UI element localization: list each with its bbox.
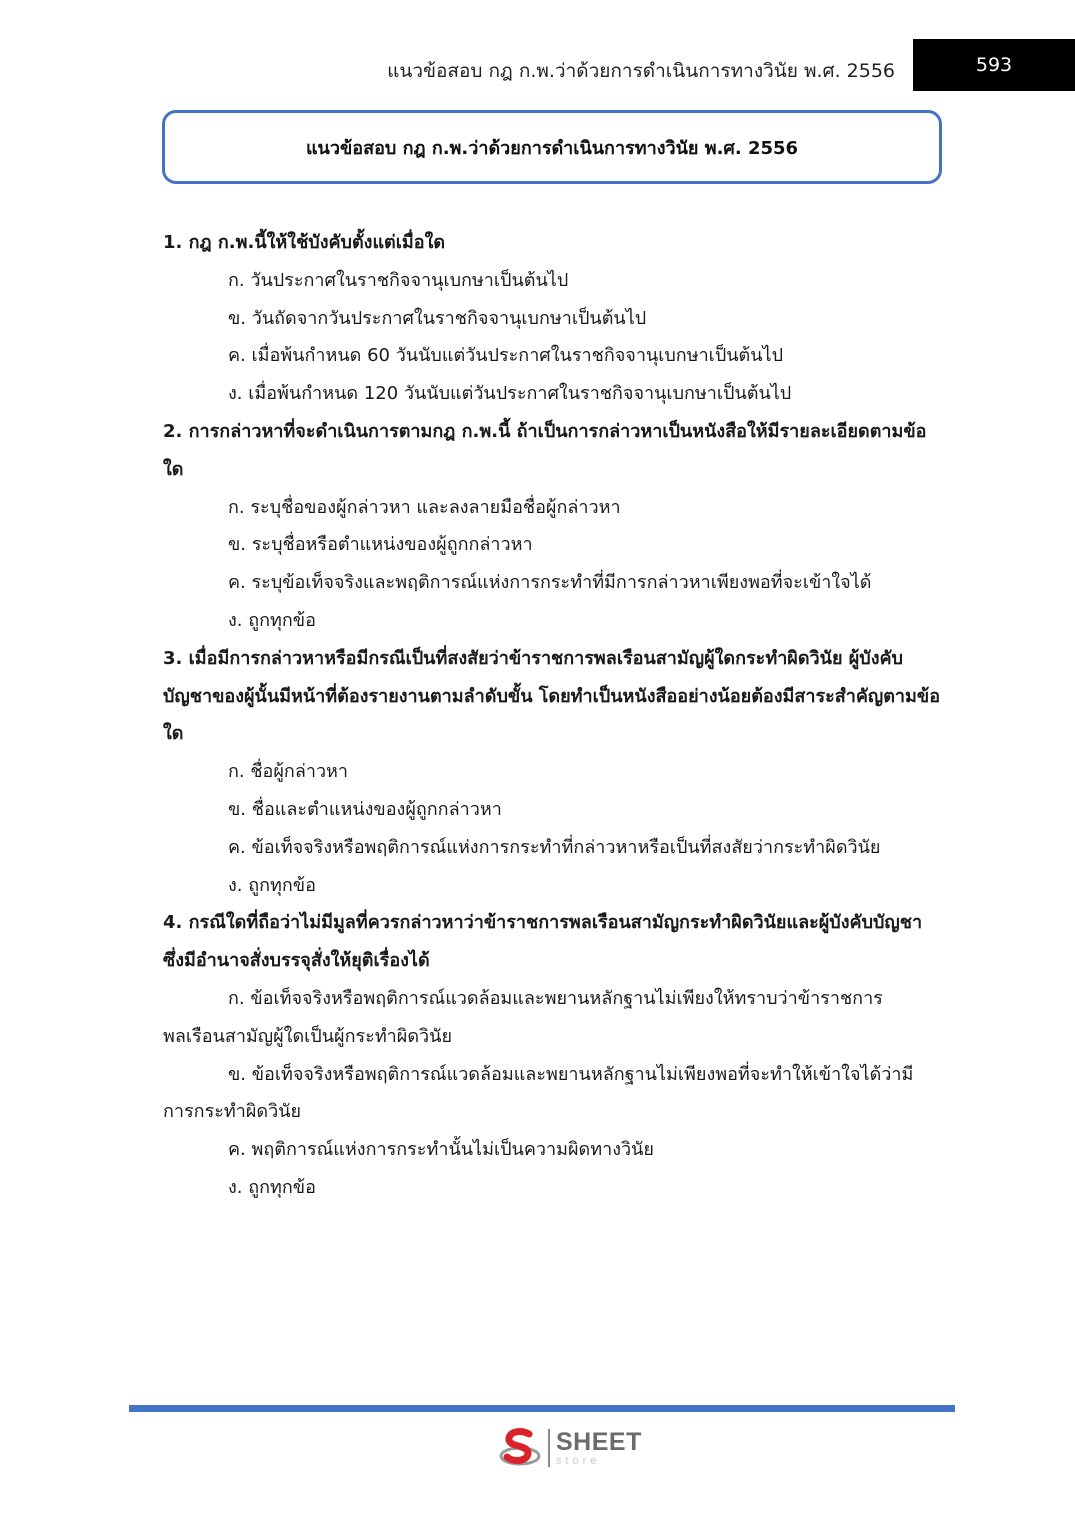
question-3	[163, 640, 943, 753]
option-1-d: ง. เมื่อพ้นกำหนด 120 วันนับแต่วันประกาศในราชกิจจานุเบกษาเป็นต้นไป	[228, 383, 792, 405]
question-4	[163, 904, 943, 980]
option-4-b: ข. ข้อเท็จจริงหรือพฤติการณ์แวดล้อมและพยานหลักฐานไม่เพียงพอที่จะทำให้เข้าใจได้ว่ามีการกระทำผิดวินัย	[163, 1063, 914, 1123]
question-list	[163, 224, 943, 1207]
question-text: 1. กฎ ก.พ.นี้ให้ใช้บังคับตั้งแต่เมื่อใด	[163, 232, 446, 253]
title-box	[162, 110, 942, 184]
question-text: 3. เมื่อมีการกล่าวหาหรือมีกรณีเป็นที่สงสัยว่าข้าราชการพลเรือนสามัญผู้ใดกระทำผิดวินัย ผู้บังคับบัญชาของผู้นั้นมีหน้าที่ต้องรายงานตามลำดับขั้น โดยทำเป็นหนังสืออย่างน้อยต้องมีสาระสำคัญตามข้อใด	[163, 647, 941, 745]
option-2-a: ก. ระบุชื่อของผู้กล่าวหา และลงลายมือชื่อผู้กล่าวหา	[228, 496, 621, 518]
running-header-title: แนวข้อสอบ กฎ ก.พ.ว่าด้วยการดำเนินการทางวินัย พ.ศ. 2556	[387, 60, 895, 82]
option-1-b: ข. วันถัดจากวันประกาศในราชกิจจานุเบกษาเป็นต้นไป	[228, 307, 647, 329]
option-1-a: ก. วันประกาศในราชกิจจานุเบกษาเป็นต้นไป	[228, 269, 569, 291]
document-title: แนวข้อสอบ กฎ ก.พ.ว่าด้วยการดำเนินการทางวินัย พ.ศ. 2556	[305, 137, 799, 159]
page-number: 593	[975, 54, 1013, 76]
option-4-a: ก. ข้อเท็จจริงหรือพฤติการณ์แวดล้อมและพยานหลักฐานไม่เพียงให้ทราบว่าข้าราชการพลเรือนสามัญผู้ใดเป็นผู้กระทำผิดวินัย	[163, 987, 883, 1047]
option-2-c: ค. ระบุข้อเท็จจริงและพฤติการณ์แห่งการกระทำที่มีการกล่าวหาเพียงพอที่จะเข้าใจได้	[228, 572, 872, 594]
option-2-b: ข. ระบุชื่อหรือตำแหน่งของผู้ถูกกล่าวหา	[228, 534, 533, 556]
option-1-c: ค. เมื่อพ้นกำหนด 60 วันนับแต่วันประกาศในราชกิจจานุเบกษาเป็นต้นไป	[228, 345, 784, 367]
option-4-d: ง. ถูกทุกข้อ	[228, 1176, 316, 1198]
logo-text: SHEET	[556, 1427, 642, 1456]
question-1	[163, 224, 943, 262]
question-text: 2. การกล่าวหาที่จะดำเนินการตามกฎ ก.พ.นี้ ถ้าเป็นการกล่าวหาเป็นหนังสือให้มีรายละเอียดตามข้อใด	[163, 420, 927, 480]
option-3-b: ข. ชื่อและตำแหน่งของผู้ถูกกล่าวหา	[228, 798, 502, 820]
page-number-box	[913, 39, 1075, 91]
option-3-a: ก. ชื่อผู้กล่าวหา	[228, 761, 349, 783]
logo-wordmark	[556, 1427, 642, 1467]
question-text: 4. กรณีใดที่ถือว่าไม่มีมูลที่ควรกล่าวหาว่าข้าราชการพลเรือนสามัญกระทำผิดวินัยและผู้บังคับบัญชาซึ่งมีอำนาจสั่งบรรจุสั่งให้ยุติเรื่องได้	[163, 912, 923, 972]
option-2-d: ง. ถูกทุกข้อ	[228, 609, 316, 631]
sheet-s-logo-icon	[498, 1426, 542, 1470]
footer-divider	[129, 1405, 955, 1412]
option-3-c: ค. ข้อเท็จจริงหรือพฤติการณ์แห่งการกระทำที่กล่าวหาหรือเป็นที่สงสัยว่ากระทำผิดวินัย	[228, 836, 881, 858]
sheet-store-logo	[498, 1426, 642, 1470]
question-2	[163, 413, 943, 489]
option-4-c: ค. พฤติการณ์แห่งการกระทำนั้นไม่เป็นความผิดทางวินัย	[228, 1139, 654, 1161]
logo-subtext: store	[556, 1454, 601, 1467]
logo-separator	[548, 1429, 550, 1467]
option-3-d: ง. ถูกทุกข้อ	[228, 874, 316, 896]
